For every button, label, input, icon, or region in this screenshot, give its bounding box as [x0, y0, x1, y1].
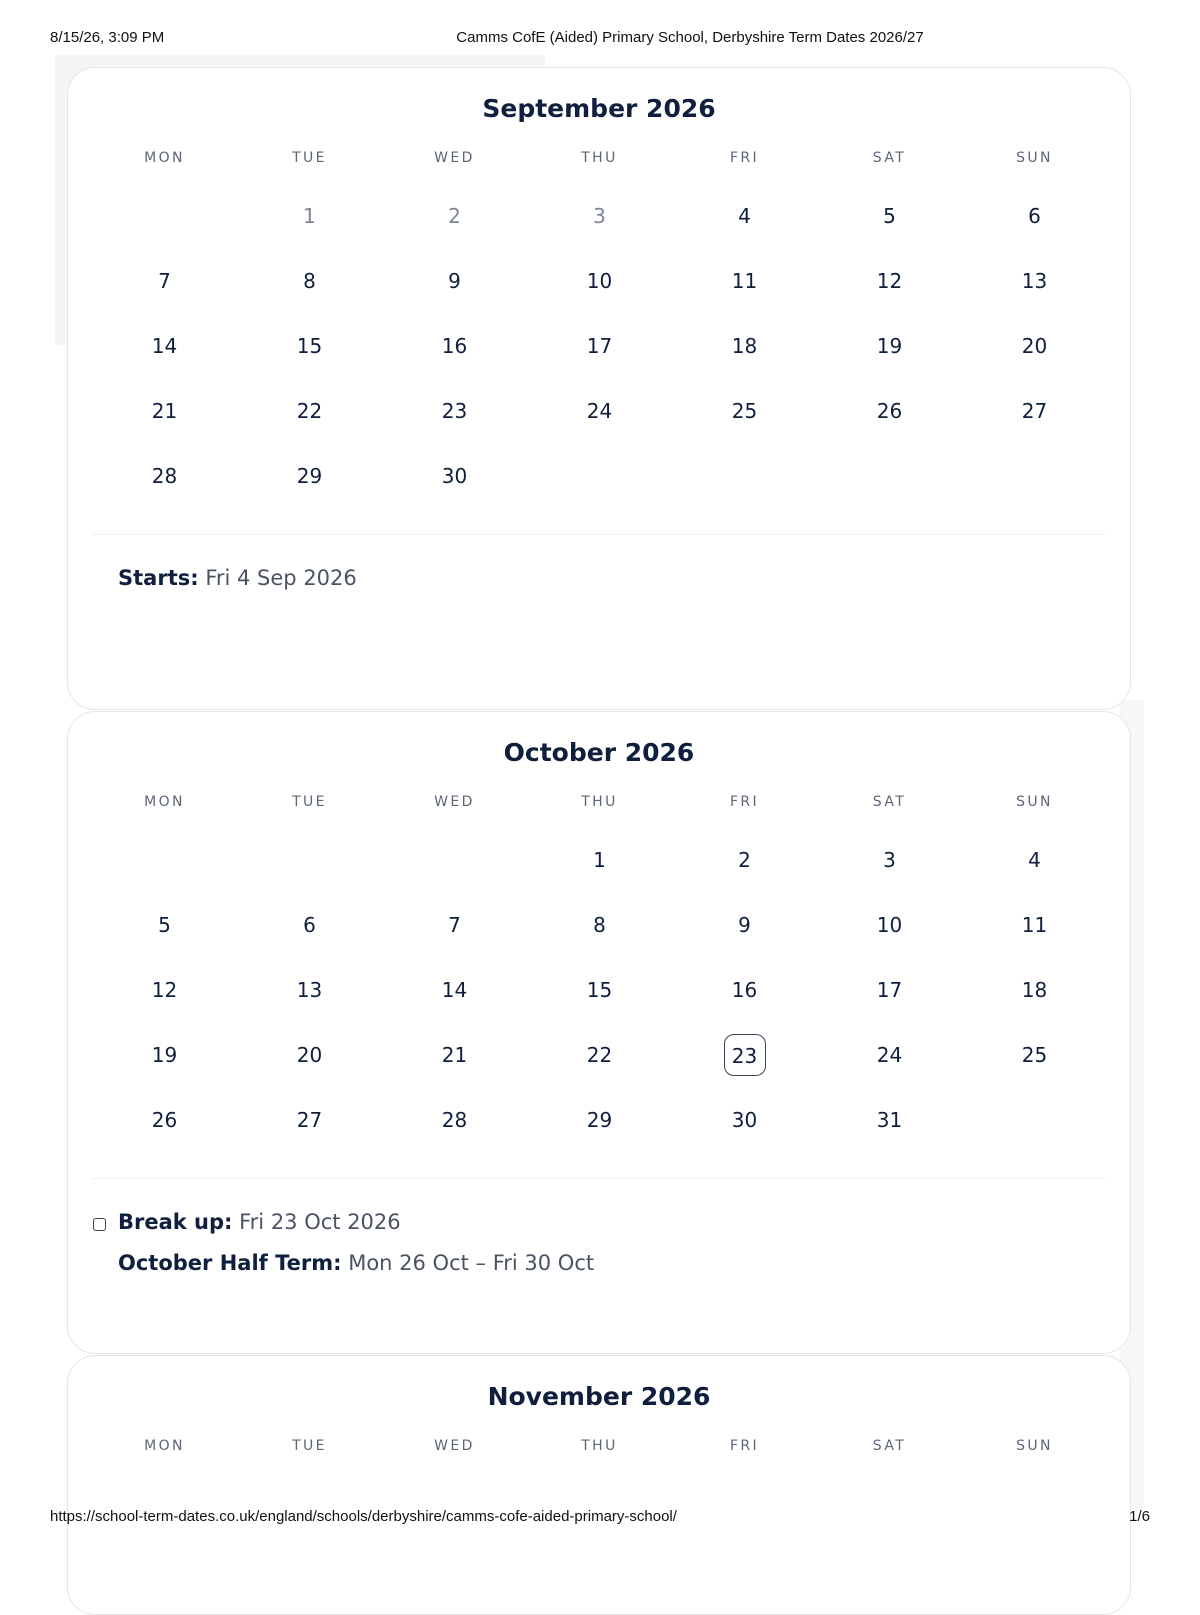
day-number: 6 — [1028, 204, 1041, 228]
calendar-day — [962, 379, 1107, 444]
day-number: 21 — [441, 1043, 468, 1067]
day-number: 28 — [441, 1108, 468, 1132]
day-number: 2 — [448, 204, 461, 228]
day-number: 17 — [876, 978, 903, 1002]
divider — [92, 1178, 1106, 1179]
month-title: November 2026 — [487, 1382, 711, 1411]
day-number: 28 — [151, 464, 178, 488]
calendar-day — [527, 1088, 672, 1153]
calendar-day — [817, 828, 962, 893]
calendar-day — [382, 379, 527, 444]
calendar-day — [962, 893, 1107, 958]
calendar-day — [237, 1088, 382, 1153]
day-number: 8 — [593, 913, 606, 937]
weekday-mon: MON — [144, 1438, 185, 1454]
calendar-day — [237, 184, 382, 249]
calendar-day — [237, 444, 382, 509]
day-number: 15 — [586, 978, 613, 1002]
calendar-day — [817, 379, 962, 444]
calendar-day — [527, 1023, 672, 1088]
weekday-thu: THU — [581, 794, 618, 810]
day-number: 4 — [738, 204, 751, 228]
day-number: 7 — [158, 269, 171, 293]
day-number: 10 — [586, 269, 613, 293]
info-value: Fri 4 Sep 2026 — [205, 566, 357, 590]
calendar-day — [237, 893, 382, 958]
day-number: 29 — [586, 1108, 613, 1132]
calendar-day — [817, 249, 962, 314]
info-value: Mon 26 Oct – Fri 30 Oct — [348, 1251, 595, 1275]
day-number: 16 — [441, 334, 468, 358]
day-number: 9 — [448, 269, 461, 293]
calendar-day — [92, 444, 237, 509]
weekday-tue: TUE — [292, 1438, 327, 1454]
calendar-day — [962, 184, 1107, 249]
weekday-sun: SUN — [1016, 150, 1053, 166]
weekday-sun: SUN — [1016, 1438, 1053, 1454]
day-number: 29 — [296, 464, 323, 488]
calendar-day — [962, 1023, 1107, 1088]
page-url: https://school-term-dates.co.uk/england/schools/derbyshire/camms-cofe-aided-primary-school/ — [50, 1508, 677, 1525]
day-number: 26 — [876, 399, 903, 423]
weekday-sat: SAT — [872, 1438, 907, 1454]
day-number: 10 — [876, 913, 903, 937]
calendar-day — [92, 314, 237, 379]
day-number: 13 — [1021, 269, 1048, 293]
calendar-day — [527, 828, 672, 893]
weekday-fri: FRI — [729, 794, 760, 810]
day-number: 1 — [303, 204, 316, 228]
weekday-tue: TUE — [292, 150, 327, 166]
calendar-day — [817, 1088, 962, 1153]
day-number: 27 — [296, 1108, 323, 1132]
day-number: 18 — [731, 334, 758, 358]
month-card-october — [67, 711, 1131, 1354]
day-grid — [92, 828, 1108, 1158]
calendar-day — [672, 379, 817, 444]
calendar-day — [672, 828, 817, 893]
day-number: 12 — [151, 978, 178, 1002]
weekday-header-row — [92, 1438, 1108, 1458]
weekday-mon: MON — [144, 794, 185, 810]
calendar-day — [92, 893, 237, 958]
calendar-day — [817, 958, 962, 1023]
calendar-day — [382, 893, 527, 958]
weekday-header-row — [92, 150, 1108, 170]
day-number: 3 — [883, 848, 896, 872]
weekday-sun: SUN — [1016, 794, 1053, 810]
day-number: 13 — [296, 978, 323, 1002]
weekday-thu: THU — [581, 150, 618, 166]
day-number: 9 — [738, 913, 751, 937]
day-number: 16 — [731, 978, 758, 1002]
day-number: 26 — [151, 1108, 178, 1132]
calendar-day — [237, 314, 382, 379]
day-number: 19 — [876, 334, 903, 358]
calendar-day — [527, 379, 672, 444]
break-up-checkbox[interactable] — [93, 1218, 106, 1231]
print-footer — [50, 1508, 1150, 1528]
calendar-day — [237, 249, 382, 314]
calendar-day — [672, 893, 817, 958]
calendar-day — [817, 184, 962, 249]
calendar-day — [817, 314, 962, 379]
divider — [92, 534, 1106, 535]
day-number: 8 — [303, 269, 316, 293]
day-number: 19 — [151, 1043, 178, 1067]
calendar-day — [382, 314, 527, 379]
calendar-day — [382, 1023, 527, 1088]
calendar-day — [92, 379, 237, 444]
day-number: 15 — [296, 334, 323, 358]
weekday-fri: FRI — [729, 1438, 760, 1454]
day-number: 11 — [731, 269, 758, 293]
calendar-day — [672, 1088, 817, 1153]
calendar-day — [817, 1023, 962, 1088]
calendar-day — [962, 828, 1107, 893]
term-starts — [118, 566, 357, 590]
weekday-header-row — [92, 794, 1108, 814]
calendar-day — [672, 249, 817, 314]
calendar-day — [382, 1088, 527, 1153]
day-number: 25 — [1021, 1043, 1048, 1067]
day-number: 1 — [593, 848, 606, 872]
day-number: 24 — [586, 399, 613, 423]
month-title: September 2026 — [482, 94, 716, 123]
month-title: October 2026 — [503, 738, 695, 767]
day-number: 2 — [738, 848, 751, 872]
weekday-wed: WED — [434, 794, 475, 810]
calendar-day — [527, 249, 672, 314]
calendar-day — [382, 184, 527, 249]
day-number: 22 — [296, 399, 323, 423]
half-term — [118, 1251, 594, 1275]
day-number: 18 — [1021, 978, 1048, 1002]
calendar-day — [237, 379, 382, 444]
calendar-day — [962, 249, 1107, 314]
calendar-day — [382, 249, 527, 314]
info-label: October Half Term: — [118, 1251, 342, 1275]
weekday-wed: WED — [434, 1438, 475, 1454]
calendar-day — [92, 1088, 237, 1153]
day-number: 27 — [1021, 399, 1048, 423]
weekday-sat: SAT — [872, 150, 907, 166]
weekday-mon: MON — [144, 150, 185, 166]
info-value: Fri 23 Oct 2026 — [239, 1210, 401, 1234]
day-number: 20 — [296, 1043, 323, 1067]
day-number: 12 — [876, 269, 903, 293]
day-number: 7 — [448, 913, 461, 937]
day-number: 31 — [876, 1108, 903, 1132]
calendar-day — [817, 893, 962, 958]
page-number: 1/6 — [1129, 1508, 1150, 1525]
day-number: 5 — [158, 913, 171, 937]
info-label: Break up: — [118, 1210, 233, 1234]
day-number: 23 — [724, 1034, 766, 1076]
day-number: 3 — [593, 204, 606, 228]
month-card-november — [67, 1355, 1131, 1615]
calendar-day — [962, 958, 1107, 1023]
day-number: 14 — [151, 334, 178, 358]
info-label: Starts: — [118, 566, 199, 590]
calendar-day — [237, 958, 382, 1023]
calendar-day — [92, 1023, 237, 1088]
day-number: 30 — [731, 1108, 758, 1132]
calendar-day — [527, 314, 672, 379]
weekday-tue: TUE — [292, 794, 327, 810]
day-number: 22 — [586, 1043, 613, 1067]
break-up — [118, 1210, 401, 1234]
calendar-day — [92, 249, 237, 314]
print-header — [50, 29, 1150, 49]
day-number: 25 — [731, 399, 758, 423]
calendar-day — [527, 184, 672, 249]
day-number: 24 — [876, 1043, 903, 1067]
calendar-day — [382, 958, 527, 1023]
day-number: 6 — [303, 913, 316, 937]
calendar-day — [92, 958, 237, 1023]
day-number: 17 — [586, 334, 613, 358]
day-grid — [92, 184, 1108, 514]
weekday-fri: FRI — [729, 150, 760, 166]
day-number: 11 — [1021, 913, 1048, 937]
weekday-wed: WED — [434, 150, 475, 166]
calendar-day — [672, 184, 817, 249]
day-number: 20 — [1021, 334, 1048, 358]
day-number: 14 — [441, 978, 468, 1002]
day-number: 30 — [441, 464, 468, 488]
calendar-day — [527, 958, 672, 1023]
day-number: 21 — [151, 399, 178, 423]
calendar-day — [962, 314, 1107, 379]
day-number: 5 — [883, 204, 896, 228]
calendar-day — [672, 958, 817, 1023]
day-number: 23 — [441, 399, 468, 423]
day-number: 4 — [1028, 848, 1041, 872]
print-date: 8/15/26, 3:09 PM — [50, 29, 165, 46]
weekday-sat: SAT — [872, 794, 907, 810]
weekday-thu: THU — [581, 1438, 618, 1454]
calendar-day — [672, 1023, 817, 1088]
calendar-day — [382, 444, 527, 509]
calendar-day — [527, 893, 672, 958]
calendar-day — [672, 314, 817, 379]
month-card-september — [67, 67, 1131, 710]
document-title: Camms CofE (Aided) Primary School, Derbyshire Term Dates 2026/27 — [456, 29, 924, 46]
calendar-day — [237, 1023, 382, 1088]
